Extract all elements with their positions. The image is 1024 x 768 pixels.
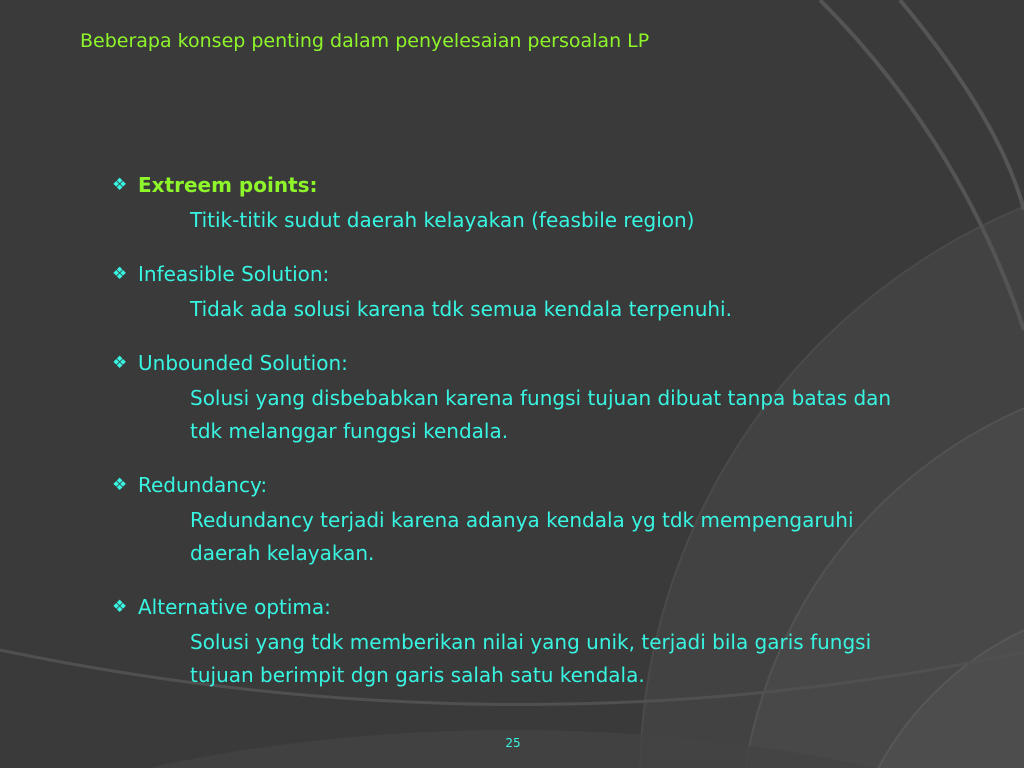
item-description: Redundancy terjadi karena adanya kendala yg tdk mempengaruhi daerah kelayakan. [190,508,854,565]
list-item-header [112,592,902,622]
diamond-bullet-icon: ❖ [112,175,128,195]
diamond-bullet-icon: ❖ [112,264,128,284]
list-item-header [112,348,902,378]
concept-list [112,170,902,714]
item-heading: Redundancy: [138,473,268,497]
list-item-header [112,470,902,500]
item-heading: Unbounded Solution: [138,351,348,375]
item-heading: Extreem points: [138,173,318,197]
slide-title: Beberapa konsep penting dalam penyelesaian persoalan LP [80,30,650,52]
item-description: Solusi yang tdk memberikan nilai yang unik, terjadi bila garis fungsi tujuan berimpit dgn garis salah satu kendala. [190,630,872,687]
item-description: Tidak ada solusi karena tdk semua kendala terpenuhi. [190,297,732,321]
item-heading: Alternative optima: [138,595,331,619]
page-number: 25 [505,736,521,750]
list-item-extreem-points [112,170,902,237]
list-item-header [112,259,902,289]
item-heading: Infeasible Solution: [138,262,330,286]
list-item-redundancy [112,470,902,570]
diamond-bullet-icon: ❖ [112,475,128,495]
item-description: Titik-titik sudut daerah kelayakan (feasbile region) [190,208,695,232]
list-item-infeasible-solution [112,259,902,326]
diamond-bullet-icon: ❖ [112,597,128,617]
list-item-alternative-optima [112,592,902,692]
diamond-bullet-icon: ❖ [112,353,128,373]
list-item-header [112,170,902,200]
list-item-unbounded-solution [112,348,902,448]
item-description: Solusi yang disbebabkan karena fungsi tujuan dibuat tanpa batas dan tdk melanggar funggsi kendala. [190,386,892,443]
